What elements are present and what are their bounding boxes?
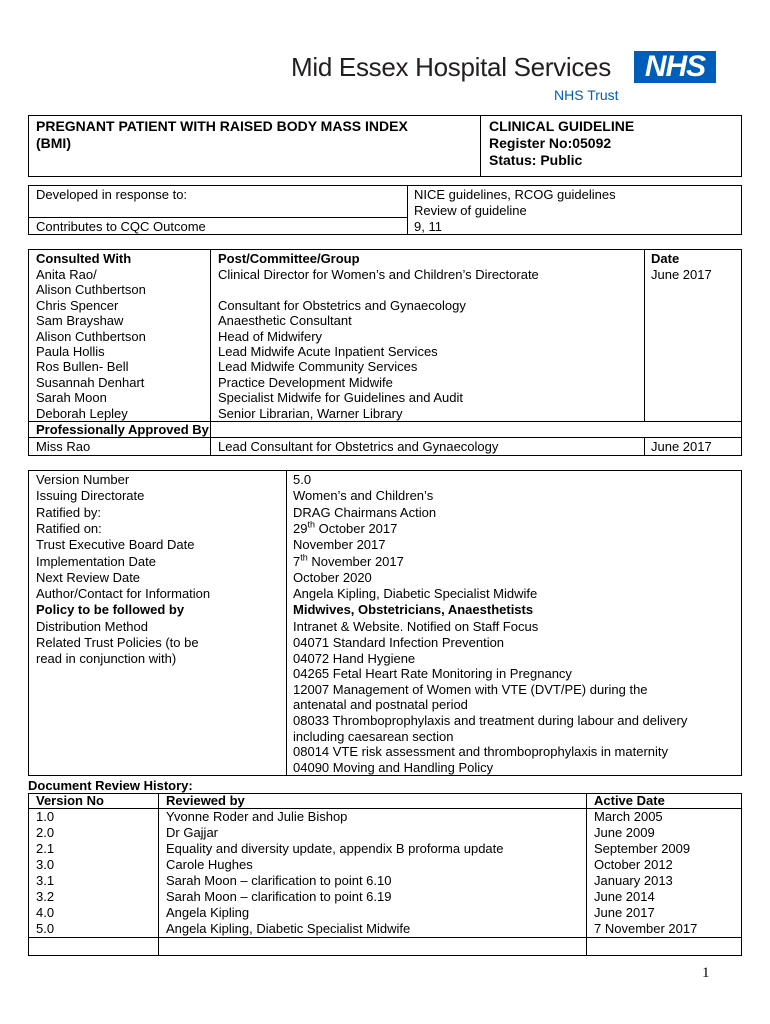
consulted-post: Anaesthetic Consultant bbox=[218, 313, 352, 329]
detail-value: 29th October 2017 bbox=[293, 519, 398, 536]
consulted-post: Head of Midwifery bbox=[218, 328, 323, 344]
review-date: January 2013 bbox=[594, 873, 673, 888]
document-title bbox=[36, 118, 408, 152]
review-reviewer: Equality and diversity update, appendix B proforma update bbox=[166, 841, 504, 856]
detail-value: Women’s and Children’s bbox=[293, 488, 434, 504]
consulted-name: Ros Bullen- Bell bbox=[36, 359, 129, 375]
consulted-name: Alison Cuthbertson bbox=[36, 282, 146, 298]
divider bbox=[586, 793, 587, 956]
review-version: 2.1 bbox=[36, 841, 55, 856]
detail-value: Midwives, Obstetricians, Anaesthetists bbox=[293, 602, 534, 618]
detail-value: DRAG Chairmans Action bbox=[293, 504, 437, 520]
review-version: 5.0 bbox=[36, 921, 55, 936]
title-line: PREGNANT PATIENT WITH RAISED BODY MASS INDEX bbox=[36, 118, 408, 134]
review-date: October 2012 bbox=[594, 857, 673, 872]
approver-post: Lead Consultant for Obstetrics and Gynaecology bbox=[218, 439, 499, 454]
detail-label: Policy to be followed by bbox=[36, 602, 185, 618]
consulted-post: Consultant for Obstetrics and Gynaecology bbox=[218, 297, 466, 313]
detail-label: Ratified by: bbox=[36, 504, 102, 520]
detail-label: Issuing Directorate bbox=[36, 488, 145, 504]
consulted-post: Practice Development Midwife bbox=[218, 374, 393, 390]
review-version: 3.0 bbox=[36, 857, 55, 872]
divider bbox=[644, 249, 645, 422]
divider bbox=[480, 115, 481, 177]
approval-date: June 2017 bbox=[651, 439, 712, 454]
detail-label: Next Review Date bbox=[36, 569, 141, 585]
detail-value: Angela Kipling, Diabetic Specialist Midwife bbox=[293, 586, 538, 602]
consulted-date: June 2017 bbox=[651, 267, 712, 282]
review-reviewer: Sarah Moon – clarification to point 6.19 bbox=[166, 889, 392, 904]
version-header: Version No bbox=[36, 793, 104, 808]
detail-label: Distribution Method bbox=[36, 618, 148, 634]
date-header: Date bbox=[651, 251, 680, 266]
review-reviewer: Carole Hughes bbox=[166, 857, 253, 872]
consulted-name: Paula Hollis bbox=[36, 344, 105, 359]
related-label: read in conjunction with) bbox=[36, 651, 177, 667]
status: Status: Public bbox=[489, 152, 583, 168]
review-date: June 2009 bbox=[594, 825, 655, 840]
related-policy: 04071 Standard Infection Prevention bbox=[293, 635, 505, 650]
detail-value: 5.0 bbox=[293, 472, 312, 487]
consulted-name: Chris Spencer bbox=[36, 297, 119, 313]
consulted-header: Consulted With bbox=[36, 251, 132, 266]
detail-value: Intranet & Website. Notified on Staff Focus bbox=[293, 618, 539, 634]
related-policy: 12007 Management of Women with VTE (DVT/PE) during the bbox=[293, 681, 648, 697]
detail-value: October 2020 bbox=[293, 569, 372, 585]
detail-label: Ratified on: bbox=[36, 520, 102, 536]
review-version: 3.1 bbox=[36, 873, 55, 888]
approved-label: Professionally Approved By bbox=[36, 422, 209, 437]
consulted-name: Alison Cuthbertson bbox=[36, 328, 146, 344]
document-type: CLINICAL GUIDELINE bbox=[489, 118, 635, 134]
review-history-heading: Document Review History: bbox=[28, 778, 193, 793]
nhs-trust-label: NHS Trust bbox=[554, 87, 619, 103]
response-line: NICE guidelines, RCOG guidelines bbox=[414, 187, 616, 202]
consulted-name: Sarah Moon bbox=[36, 390, 107, 406]
detail-label: Implementation Date bbox=[36, 553, 156, 569]
consulted-name: Sam Brayshaw bbox=[36, 313, 124, 329]
page-number: 1 bbox=[702, 965, 710, 981]
related-policy: including caesarean section bbox=[293, 728, 454, 744]
active-date-header: Active Date bbox=[594, 793, 665, 808]
title-line: (BMI) bbox=[36, 135, 71, 151]
review-reviewer: Sarah Moon – clarification to point 6.10 bbox=[166, 873, 392, 888]
reviewer-header: Reviewed by bbox=[166, 793, 245, 808]
related-policy: 04265 Fetal Heart Rate Monitoring in Pregnancy bbox=[293, 666, 572, 682]
developed-label: Developed in response to: bbox=[36, 187, 188, 202]
detail-label: Version Number bbox=[36, 472, 130, 487]
review-version: 3.2 bbox=[36, 889, 55, 904]
related-policy: 04072 Hand Hygiene bbox=[293, 650, 416, 666]
divider bbox=[28, 937, 742, 938]
post-header: Post/Committee/Group bbox=[218, 251, 360, 266]
detail-value: November 2017 bbox=[293, 537, 386, 553]
review-date: 7 November 2017 bbox=[594, 921, 698, 936]
related-label: Related Trust Policies (to be bbox=[36, 635, 199, 650]
review-reviewer: Angela Kipling, Diabetic Specialist Midwife bbox=[166, 921, 411, 936]
register-number: Register No:05092 bbox=[489, 135, 612, 151]
consulted-name: Susannah Denhart bbox=[36, 374, 145, 390]
divider bbox=[28, 217, 407, 218]
detail-value: 7th November 2017 bbox=[293, 552, 404, 569]
nhs-logo: NHS bbox=[634, 51, 716, 83]
divider bbox=[210, 249, 211, 456]
related-policy: 08014 VTE risk assessment and thromboprophylaxis in maternity bbox=[293, 744, 669, 760]
related-policy: 08033 Thromboprophylaxis and treatment during labour and delivery bbox=[293, 713, 688, 728]
cqc-outcome-value: 9, 11 bbox=[414, 219, 442, 234]
divider bbox=[286, 470, 287, 776]
review-date: September 2009 bbox=[594, 841, 691, 856]
response-line: Review of guideline bbox=[414, 203, 527, 218]
review-date: June 2014 bbox=[594, 889, 655, 904]
review-date: March 2005 bbox=[594, 809, 663, 824]
review-version: 1.0 bbox=[36, 809, 55, 824]
consulted-post: Lead Midwife Community Services bbox=[218, 359, 418, 375]
organisation-name: Mid Essex Hospital Services bbox=[291, 52, 611, 82]
consulted-post: Clinical Director for Women’s and Children’s Directorate bbox=[218, 267, 539, 282]
review-reviewer: Angela Kipling bbox=[166, 905, 250, 920]
consulted-post: Senior Librarian, Warner Library bbox=[218, 405, 403, 421]
review-reviewer: Yvonne Roder and Julie Bishop bbox=[166, 809, 348, 824]
consulted-post: Lead Midwife Acute Inpatient Services bbox=[218, 344, 438, 359]
approver-name: Miss Rao bbox=[36, 439, 91, 454]
cqc-label: Contributes to CQC Outcome bbox=[36, 219, 206, 234]
divider bbox=[407, 185, 408, 235]
related-policy: antenatal and postnatal period bbox=[293, 697, 468, 713]
document-meta bbox=[489, 118, 634, 169]
review-date: June 2017 bbox=[594, 905, 655, 920]
detail-label: Trust Executive Board Date bbox=[36, 537, 195, 553]
divider bbox=[158, 793, 159, 956]
consulted-name: Deborah Lepley bbox=[36, 405, 128, 421]
review-version: 4.0 bbox=[36, 905, 55, 920]
review-reviewer: Dr Gajjar bbox=[166, 825, 219, 840]
consulted-name: Anita Rao/ bbox=[36, 267, 97, 282]
consulted-post: Specialist Midwife for Guidelines and Audit bbox=[218, 390, 463, 406]
related-policy: 04090 Moving and Handling Policy bbox=[293, 759, 494, 775]
divider bbox=[644, 437, 645, 456]
review-version: 2.0 bbox=[36, 825, 55, 840]
detail-label: Author/Contact for Information bbox=[36, 586, 211, 602]
